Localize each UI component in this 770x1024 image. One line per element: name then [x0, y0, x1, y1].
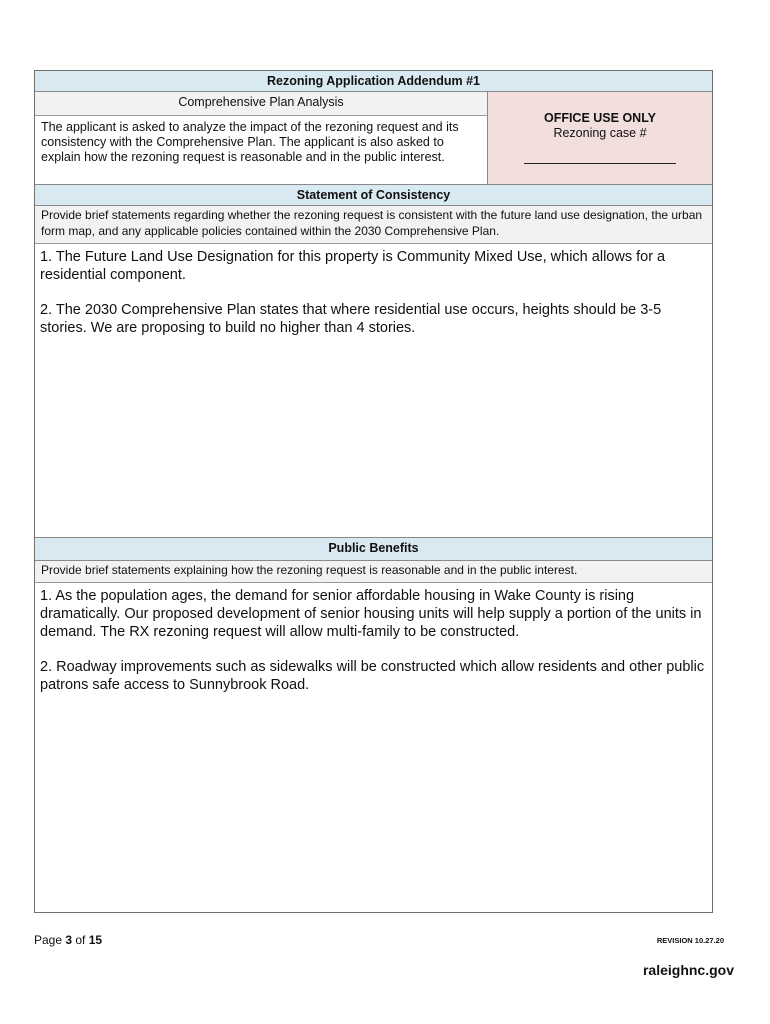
analysis-heading: Comprehensive Plan Analysis	[35, 92, 487, 116]
benefits-response-2: 2. Roadway improvements such as sidewalks will be constructed which allow residents and other public patrons safe access to Sunnybrook Road.	[40, 659, 705, 693]
consistency-response-1: 1. The Future Land Use Designation for this property is Community Mixed Use, which allows for a residential component.	[40, 249, 666, 283]
consistency-heading: Statement of Consistency	[35, 184, 712, 206]
consistency-instructions: Provide brief statements regarding whether the rezoning request is consistent with the future land use designation, the urban form map, and any applicable policies contained within the 2030 Comprehensive Plan.	[35, 206, 712, 244]
rezoning-case-label: Rezoning case #	[553, 126, 647, 140]
benefits-instructions: Provide brief statements explaining how the rezoning request is reasonable and in the public interest.	[35, 561, 712, 583]
page-current: 3	[65, 933, 73, 947]
benefits-heading: Public Benefits	[35, 538, 712, 561]
office-use-box	[488, 92, 712, 184]
revision-label: REVISION 10.27.20	[656, 936, 724, 945]
page-prefix: Page	[34, 933, 66, 947]
rezoning-case-number-field[interactable]	[524, 155, 676, 164]
consistency-response-2: 2. The 2030 Comprehensive Plan states that where residential use occurs, heights should be 3-5 stories. We are proposing to build no higher than 4 stories.	[40, 302, 662, 336]
office-use-heading: OFFICE USE ONLY	[543, 111, 657, 125]
consistency-response-field[interactable]	[35, 244, 712, 538]
page-number	[34, 933, 102, 947]
page-total: 15	[88, 933, 103, 947]
page-of: of	[72, 933, 89, 947]
comprehensive-plan-analysis	[35, 92, 488, 184]
benefits-response-field[interactable]	[35, 583, 712, 912]
analysis-instructions: The applicant is asked to analyze the impact of the rezoning request and its consistency with the Comprehensive Plan. The applicant is also asked to explain how the rezoning request is reasonable and in the public interest.	[41, 120, 459, 164]
form-title: Rezoning Application Addendum #1	[35, 71, 712, 92]
benefits-response-1: 1. As the population ages, the demand for senior affordable housing in Wake County is rising dramatically. Our proposed development of senior housing units will help supply a portion of the units in demand. The RX rezoning request will allow multi-family to be constructed.	[40, 588, 702, 640]
rezoning-addendum-form	[34, 70, 713, 913]
website-label: raleighnc.gov	[642, 962, 734, 978]
